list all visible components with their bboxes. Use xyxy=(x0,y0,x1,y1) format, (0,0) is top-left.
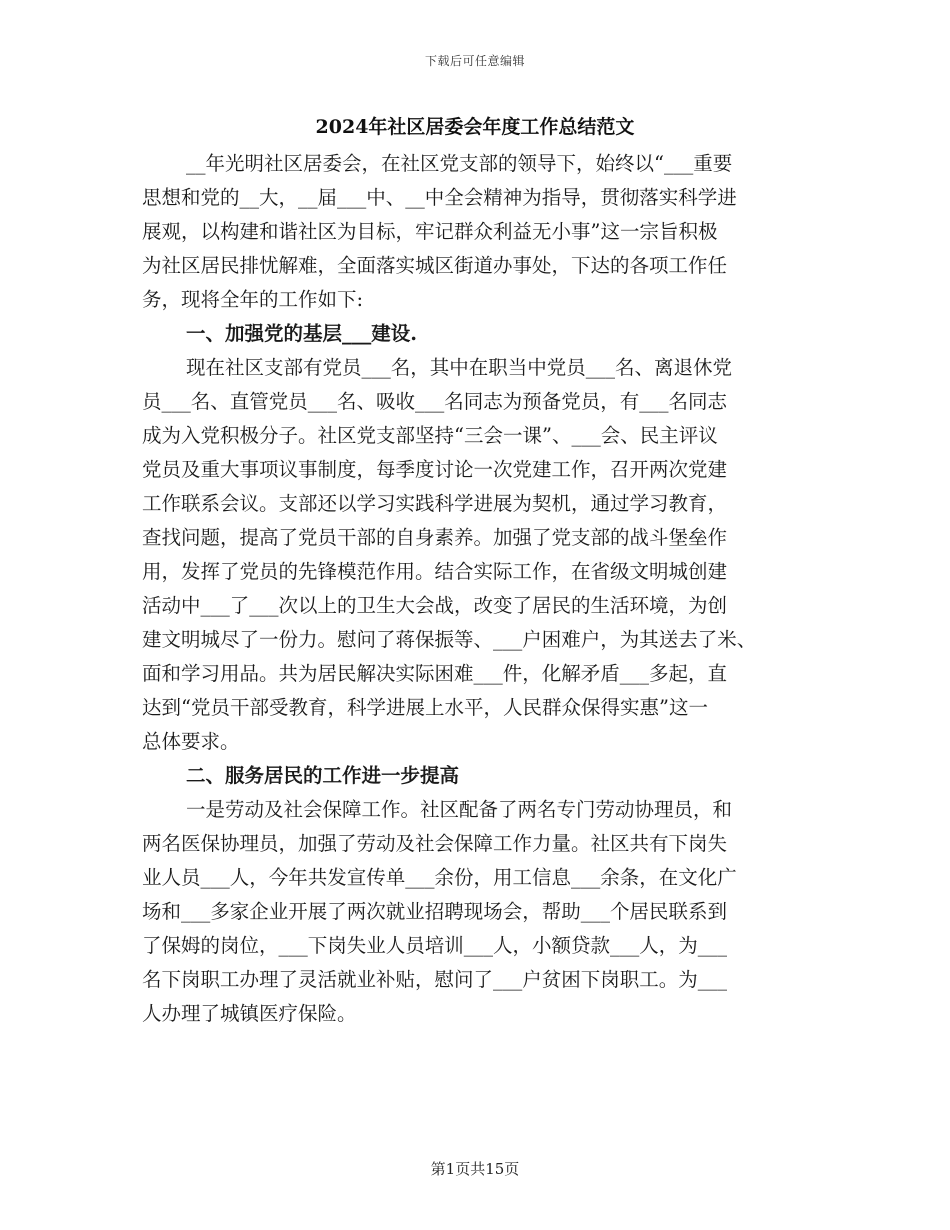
text-line: __年光明社区居委会，在社区党支部的领导下，始终以“___重要 xyxy=(186,152,733,175)
text-line: 党员及重大事项议事制度，每季度讨论一次党建工作，召开两次党建 xyxy=(142,458,728,481)
text-line: 人办理了城镇医疗保险。 xyxy=(142,1002,357,1025)
document-title: 2024年社区居委会年度工作总结范文 xyxy=(315,116,635,138)
text-line: 两名医保协理员，加强了劳动及社会保障工作力量。社区共有下岗失 xyxy=(142,832,728,855)
page-number-footer: 第1页共15页 xyxy=(430,1160,520,1178)
text-line: 为社区居民排忧解难，全面落实城区街道办事处，下达的各项工作任 xyxy=(142,254,728,277)
text-line: 达到“党员干部受教育，科学进展上水平，人民群众保得实惠”这一 xyxy=(142,696,708,719)
text-line: 名下岗职工办理了灵活就业补贴，慰问了___户贫困下岗职工。为___ xyxy=(142,968,728,991)
text-line: 一是劳动及社会保障工作。社区配备了两名专门劳动协理员，和 xyxy=(186,798,733,821)
document-body xyxy=(142,147,812,1031)
text-line: 业人员___人，今年共发宣传单___余份，用工信息___余条，在文化广 xyxy=(142,866,737,889)
text-line: 现在社区支部有党员___名，其中在职当中党员___名、离退休党 xyxy=(186,356,733,379)
text-line: 用，发挥了党员的先锋模范作用。结合实际工作，在省级文明城创建 xyxy=(142,560,728,583)
header-note: 下载后可任意编辑 xyxy=(424,54,525,68)
text-line: 场和___多家企业开展了两次就业招聘现场会，帮助___个居民联系到 xyxy=(142,900,728,923)
section-heading: 二、服务居民的工作进一步提高 xyxy=(186,764,460,787)
text-line: 思想和党的__大，__届___中、__中全会精神为指导，贯彻落实科学进 xyxy=(142,186,737,209)
text-line: 查找问题，提高了党员干部的自身素养。加强了党支部的战斗堡垒作 xyxy=(142,526,728,549)
text-line: 成为入党积极分子。社区党支部坚持“三会一课”、___会、民主评议 xyxy=(142,424,718,447)
text-line: 面和学习用品。共为居民解决实际困难___件，化解矛盾___多起，直 xyxy=(142,662,728,685)
text-line: 总体要求。 xyxy=(142,730,240,753)
text-line: 工作联系会议。支部还以学习实践科学进展为契机，通过学习教育， xyxy=(142,492,728,515)
section-heading: 一、加强党的基层___建设. xyxy=(186,322,418,345)
text-line: 了保姆的岗位，___下岗失业人员培训___人，小额贷款___人，为___ xyxy=(142,934,728,957)
text-line: 展观，以构建和谐社区为目标，牢记群众利益无小事”这一宗旨积极 xyxy=(142,220,718,243)
text-line: 务，现将全年的工作如下: xyxy=(142,288,364,311)
text-line: 建文明城尽了一份力。慰问了蒋保振等、___户困难户，为其送去了米、 xyxy=(142,628,757,651)
text-line: 活动中___了___次以上的卫生大会战，改变了居民的生活环境，为创 xyxy=(142,594,728,617)
text-line: 员___名、直管党员___名、吸收___名同志为预备党员，有___名同志 xyxy=(142,390,728,413)
